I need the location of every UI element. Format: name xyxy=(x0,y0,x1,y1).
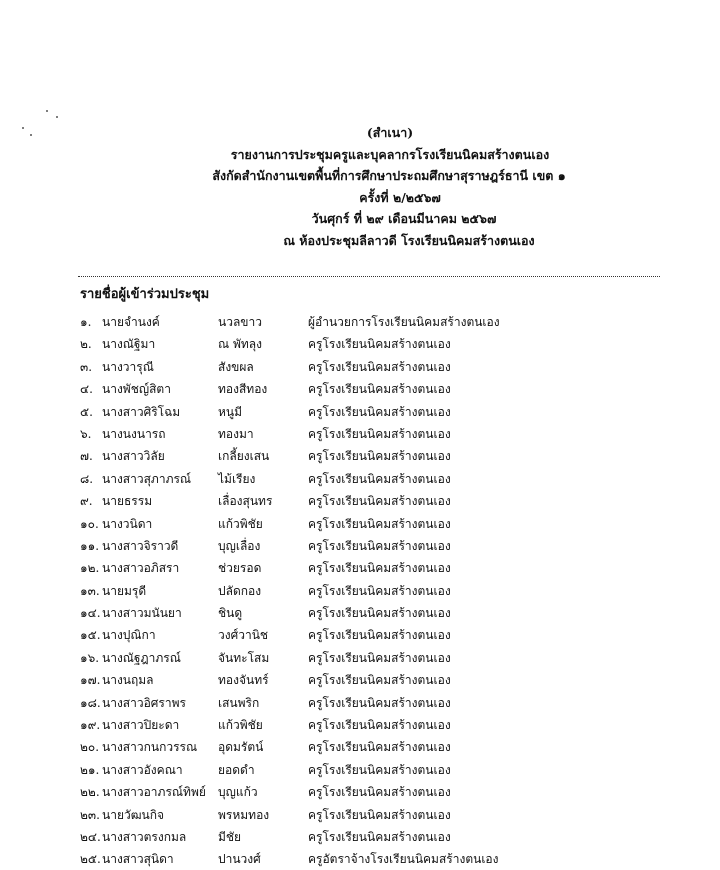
attendee-position: ครูโรงเรียนนิคมสร้างตนเอง xyxy=(308,628,451,643)
attendee-row xyxy=(0,646,720,668)
attendee-position: ผู้อำนวยการโรงเรียนนิคมสร้างตนเอง xyxy=(308,315,500,329)
attendee-first-name: นางสาวศิริโฉม xyxy=(102,404,181,419)
attendee-last-name: เกลี้ยงเสน xyxy=(218,449,270,464)
attendee-last-name: ปานวงศ์ xyxy=(218,852,261,867)
attendee-first-name: นายจำนงค์ xyxy=(102,315,160,329)
attendee-first-name: นางสาวอิศราพร xyxy=(102,695,186,710)
attendee-position: ครูโรงเรียนนิคมสร้างตนเอง xyxy=(308,404,451,419)
attendee-row xyxy=(0,579,720,601)
attendee-first-name: นางสาวอาภรณ์ทิพย์ xyxy=(102,785,206,800)
affiliation-line: สังกัดสำนักงานเขตพื้นที่การศึกษาประถมศึกษาสุราษฎร์ธานี เขต ๑ xyxy=(212,168,566,183)
attendee-row xyxy=(0,803,720,825)
copy-label: (สำเนา) xyxy=(366,125,414,140)
attendee-position: ครูโรงเรียนนิคมสร้างตนเอง xyxy=(308,762,451,777)
dotted-divider xyxy=(78,276,660,277)
attendee-number: ๑๒. xyxy=(80,561,100,576)
attendee-first-name: นางสาวกนกวรรณ xyxy=(102,740,198,755)
attendee-number: ๖. xyxy=(80,426,92,441)
attendee-row xyxy=(0,691,720,713)
attendee-last-name: เลื่องสุนทร xyxy=(218,494,273,509)
attendee-position: ครูโรงเรียนนิคมสร้างตนเอง xyxy=(308,382,451,397)
attendee-position: ครูโรงเรียนนิคมสร้างตนเอง xyxy=(308,449,451,464)
attendee-number: ๑๐. xyxy=(80,516,99,531)
attendee-first-name: นางพัชญ์สิตา xyxy=(102,382,171,397)
attendee-last-name: แก้วพิชัย xyxy=(218,718,263,733)
venue-line: ณ ห้องประชุมลีลาวดี โรงเรียนนิคมสร้างตนเอง xyxy=(283,232,535,248)
attendee-last-name: หนูมี xyxy=(218,404,243,419)
attendee-last-name: นวลขาว xyxy=(218,315,262,329)
attendee-number: ๓. xyxy=(80,359,93,374)
attendee-row xyxy=(0,332,720,354)
attendee-position: ครูโรงเรียนนิคมสร้างตนเอง xyxy=(308,337,451,352)
attendee-position: ครูโรงเรียนนิคมสร้างตนเอง xyxy=(308,740,451,755)
attendee-position: ครูโรงเรียนนิคมสร้างตนเอง xyxy=(308,516,451,531)
attendee-row xyxy=(0,556,720,578)
attendee-last-name: พรหมทอง xyxy=(218,807,270,822)
attendee-list xyxy=(0,310,720,870)
attendee-row xyxy=(0,355,720,377)
attendee-last-name: ไม้เรียง xyxy=(218,471,256,486)
attendee-row xyxy=(0,713,720,735)
attendee-number: ๑. xyxy=(80,315,92,329)
attendee-number: ๑๘. xyxy=(80,695,101,710)
attendee-first-name: นางนงนารถ xyxy=(102,426,166,441)
attendee-last-name: บุญเลื่อง xyxy=(218,538,261,553)
attendee-row xyxy=(0,847,720,869)
attendee-number: ๒๒. xyxy=(80,785,100,800)
attendee-position: ครูโรงเรียนนิคมสร้างตนเอง xyxy=(308,650,451,665)
attendee-first-name: นางสาวอภิสรา xyxy=(102,561,180,576)
attendee-first-name: นายวัฒนกิจ xyxy=(102,807,165,822)
attendee-last-name: จันทะโสม xyxy=(218,650,270,665)
attendee-row xyxy=(0,601,720,623)
session-line: ครั้งที่ ๒/๒๕๖๗ xyxy=(359,189,441,205)
attendee-position: ครูโรงเรียนนิคมสร้างตนเอง xyxy=(308,695,451,710)
attendee-last-name: สังขผล xyxy=(218,359,254,374)
attendee-first-name: นางณัฐิมา xyxy=(102,337,156,352)
attendee-position: ครูอัตราจ้างโรงเรียนนิคมสร้างตนเอง xyxy=(308,852,499,867)
attendees-title: รายชื่อผู้เข้าร่วมประชุม xyxy=(80,287,210,302)
attendee-first-name: นางณัฐฎาภรณ์ xyxy=(102,650,181,665)
attendee-number: ๑๔. xyxy=(80,606,101,621)
attendee-first-name: นางวารุณี xyxy=(102,359,154,374)
attendee-row xyxy=(0,623,720,645)
attendee-first-name: นางสาวมนันยา xyxy=(102,606,182,621)
attendee-position: ครูโรงเรียนนิคมสร้างตนเอง xyxy=(308,426,451,441)
attendee-number: ๘. xyxy=(80,471,94,486)
attendee-number: ๑๗. xyxy=(80,673,101,688)
attendee-number: ๙. xyxy=(80,494,93,509)
attendee-first-name: นางสาววิลัย xyxy=(102,449,165,464)
attendee-row xyxy=(0,422,720,444)
attendee-row xyxy=(0,534,720,556)
attendee-first-name: นางสาวสุภาภรณ์ xyxy=(102,471,192,486)
scan-speck xyxy=(56,116,58,118)
attendee-position: ครูโรงเรียนนิคมสร้างตนเอง xyxy=(308,829,451,844)
attendee-row xyxy=(0,377,720,399)
attendee-row xyxy=(0,758,720,780)
attendee-first-name: นางสาวอังคณา xyxy=(102,762,183,777)
attendee-last-name: บุญแก้ว xyxy=(218,785,258,800)
attendee-number: ๒๑. xyxy=(80,762,100,777)
attendee-last-name: ทองจันทร์ xyxy=(218,673,269,688)
attendee-last-name: ชินดู xyxy=(218,606,243,621)
attendee-last-name: วงศ์วานิช xyxy=(218,628,269,643)
attendee-last-name: มีชัย xyxy=(218,829,242,844)
attendee-last-name: ณ พัทลุง xyxy=(218,337,262,352)
attendee-first-name: นางสาวสุนิดา xyxy=(102,852,174,867)
attendee-position: ครูโรงเรียนนิคมสร้างตนเอง xyxy=(308,538,451,553)
attendee-number: ๑๓. xyxy=(80,583,100,598)
document-header xyxy=(0,122,720,251)
attendee-first-name: นางสาวจิราวดี xyxy=(102,538,179,553)
attendee-number: ๑๕. xyxy=(80,628,101,643)
attendee-position: ครูโรงเรียนนิคมสร้างตนเอง xyxy=(308,471,451,486)
attendee-position: ครูโรงเรียนนิคมสร้างตนเอง xyxy=(308,583,451,598)
attendee-first-name: นางสาวปิยะดา xyxy=(102,718,180,733)
attendee-last-name: ทองสีทอง xyxy=(218,382,268,397)
attendee-position: ครูโรงเรียนนิคมสร้างตนเอง xyxy=(308,673,451,688)
attendee-row xyxy=(0,735,720,757)
attendee-number: ๑๖. xyxy=(80,650,100,665)
attendee-position: ครูโรงเรียนนิคมสร้างตนเอง xyxy=(308,359,451,374)
attendee-row xyxy=(0,780,720,802)
attendee-number: ๕. xyxy=(80,404,93,419)
attendee-number: ๑๑. xyxy=(80,538,100,553)
attendee-position: ครูโรงเรียนนิคมสร้างตนเอง xyxy=(308,561,451,576)
attendee-last-name: เสนพริก xyxy=(218,695,260,710)
attendee-number: ๔. xyxy=(80,382,93,397)
attendee-number: ๒๕. xyxy=(80,852,101,867)
attendee-first-name: นายมรุดี xyxy=(102,583,147,598)
attendee-position: ครูโรงเรียนนิคมสร้างตนเอง xyxy=(308,494,451,509)
attendee-last-name: ยอดดำ xyxy=(218,762,255,777)
attendee-position: ครูโรงเรียนนิคมสร้างตนเอง xyxy=(308,606,451,621)
attendee-number: ๑๙. xyxy=(80,718,101,733)
scan-speck xyxy=(46,110,48,112)
attendee-row xyxy=(0,310,720,332)
attendee-row xyxy=(0,467,720,489)
attendee-first-name: นางปุณิกา xyxy=(102,628,156,643)
attendee-last-name: แก้วพิชัย xyxy=(218,516,263,531)
attendee-row xyxy=(0,512,720,534)
attendee-first-name: นายธรรม xyxy=(102,494,153,509)
attendee-position: ครูโรงเรียนนิคมสร้างตนเอง xyxy=(308,785,451,800)
attendee-first-name: นางนฤมล xyxy=(102,673,154,688)
attendee-position: ครูโรงเรียนนิคมสร้างตนเอง xyxy=(308,718,451,733)
attendee-row xyxy=(0,825,720,847)
attendee-row xyxy=(0,489,720,511)
attendee-position: ครูโรงเรียนนิคมสร้างตนเอง xyxy=(308,807,451,822)
attendee-row xyxy=(0,668,720,690)
attendee-number: ๒๐. xyxy=(80,740,100,755)
attendee-row xyxy=(0,400,720,422)
attendee-last-name: อุดมรัตน์ xyxy=(218,740,264,755)
attendee-number: ๗. xyxy=(80,449,93,464)
attendee-row xyxy=(0,444,720,466)
report-title: รายงานการประชุมครูและบุคลากรโรงเรียนนิคมสร้างตนเอง xyxy=(230,146,550,162)
date-line: วันศุกร์ ที่ ๒๙ เดือนมีนาคม ๒๕๖๗ xyxy=(311,211,497,226)
attendee-last-name: ทองมา xyxy=(218,426,254,441)
attendee-first-name: นางวนิดา xyxy=(102,516,153,531)
attendee-last-name: ช่วยรอด xyxy=(218,561,262,576)
attendee-number: ๒. xyxy=(80,337,92,352)
attendee-last-name: ปลัดกอง xyxy=(218,583,262,598)
attendee-first-name: นางสาวตรงกมล xyxy=(102,829,187,844)
attendee-number: ๒๔. xyxy=(80,829,101,844)
attendee-number: ๒๓. xyxy=(80,807,100,822)
